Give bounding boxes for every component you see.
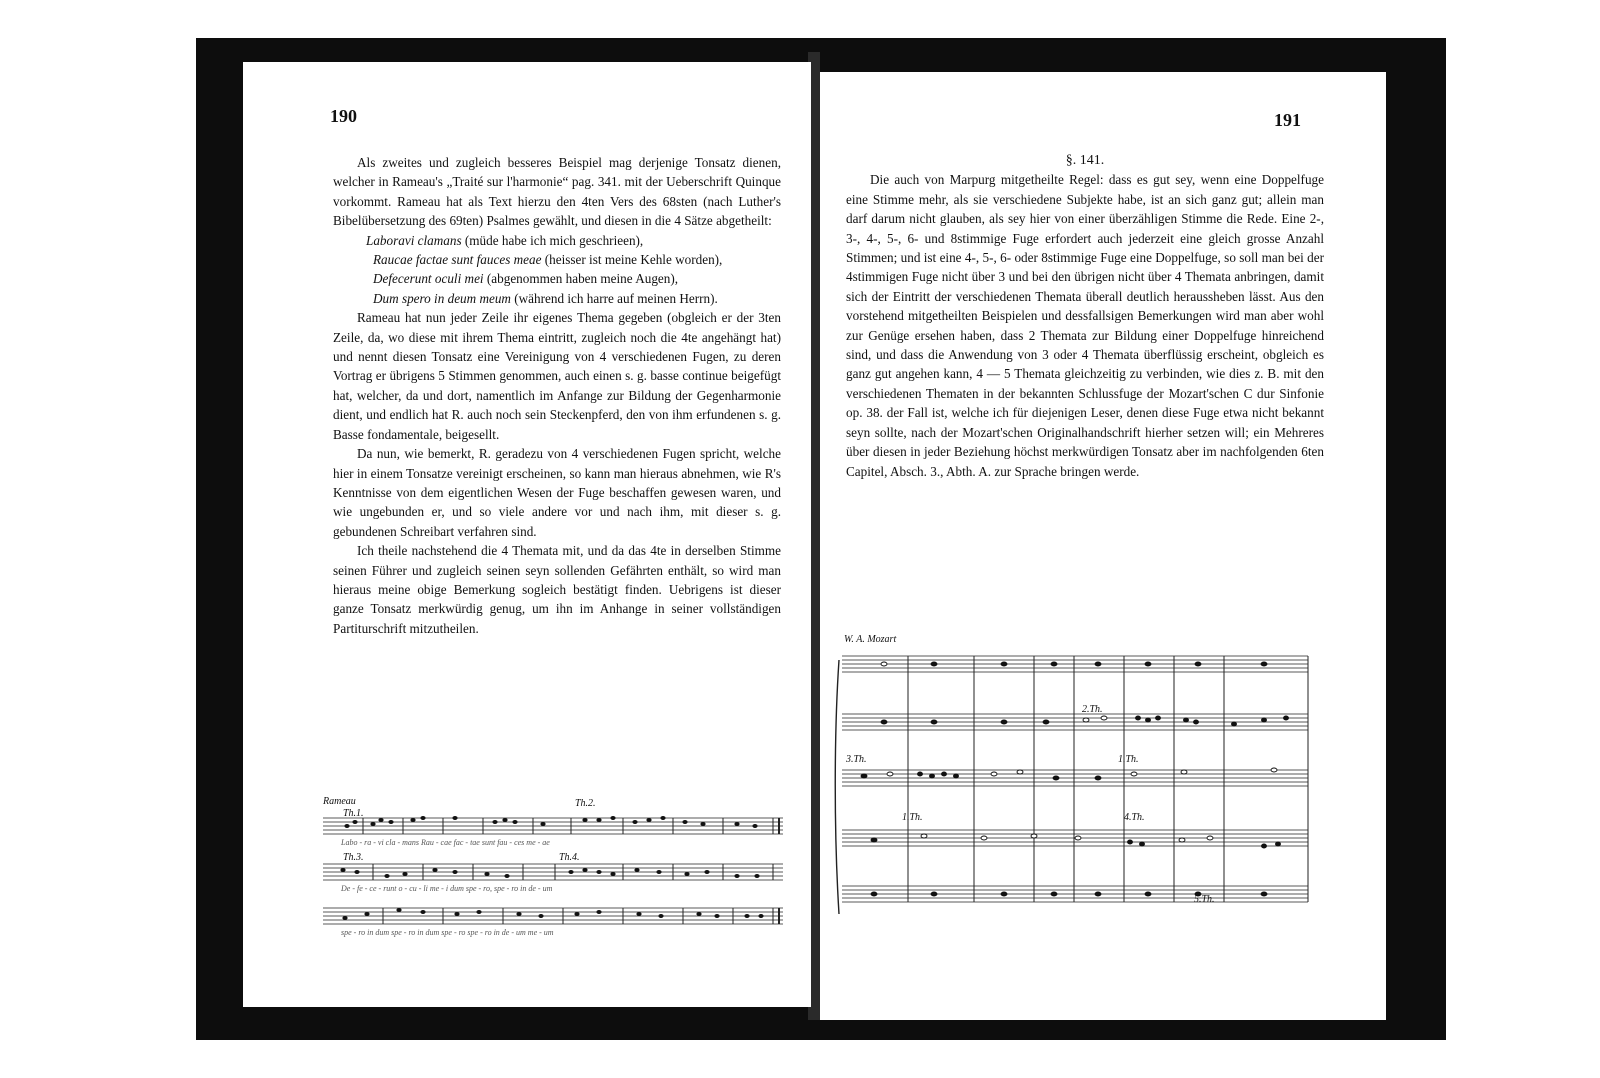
paragraph: Die auch von Marpurg mitgetheilte Regel: dass es gut sey, wenn eine Doppelfuge eine Stimme mehr, als sie verschiedene Subjekte habe, ist an sich ganz gut; allein man darf darum nicht glauben, als sey hier von einer überzähligen Stimme die Rede. Eine 2-, 3-, 4-, 5-, 6- und 8stimmige Fuge erfordert auch jederzeit eine gleich grosse Anzahl Stimmen; und ist eine 4-, 5-, 6- oder 8stimmige Fuge eine Doppelfuge, so soll man bei der 4stimmigen Fuge nicht über 3 und bei den übrigen nicht über 4 Themata anbringen, damit sich der Eintritt der verschiedenen Themata überall deutlich heraussheben lässt. Aus den vorstehend mitgetheilten Beispielen und dessfallsigen Bemerkungen wird man aber wohl zur Genüge ersehen haben, dass 2 Themata zur Bildung einer Doppelfuge hinreichend sind, und dass die Anwendung von 3 oder 4 Themata überflüssig erscheint, obgleich es ganz gut angehen kann, 4 — 5 Themata gleichzeitig zu verbinden, wie dies z. B. mit den verschiedenen Thematen in der bekannten Schlussfuge der Mozart'schen C dur Sinfonie op. 38. der Fall ist, welche ich für diejenigen Leser, denen diese Fuge etwa nicht bekannt seyn sollte, nach der Mozart'schen Originalhandschrift hierher setzen will; ein Mehreres über diesen in jeder Beziehung höchst merkwürdigen Tonsatz aber im nachfolgenden 6ten Capitel, Absch. 3., Abth. A. zur Sprache bringen werde.	[846, 172, 1324, 479]
rameau-music-example	[323, 796, 791, 946]
theme-label-5th: 5.Th.	[1194, 894, 1215, 905]
mozart-staves	[834, 634, 1318, 934]
verse-3	[333, 269, 781, 288]
theme-label-2th: 2.Th.	[1082, 704, 1103, 715]
verse-latin: Defecerunt oculi mei	[373, 271, 484, 287]
verse-4	[333, 289, 781, 308]
verse-latin: Dum spero in deum meum	[373, 290, 511, 306]
theme-label-4th: 4.Th.	[1124, 812, 1145, 823]
paragraph: Als zweites und zugleich besseres Beispiel mag derjenige Tonsatz dienen, welcher in Rameau's „Traité sur l'harmonie“ pag. 341. mit der Ueberschrift Quinque vorkommt. Rameau hat als Text hierzu den 4ten Vers des 68sten (nach Luther's Bibelübersetzung des 69ten) Psalmes gewählt, und diesen in die 4 Sätze abgetheilt:	[333, 155, 781, 229]
verse-1	[333, 231, 781, 250]
section-heading: §. 141.	[1065, 153, 1105, 168]
verse-german: (während ich harre auf meinen Herrn).	[514, 290, 718, 306]
theme-label-1th-b: 1.Th.	[902, 812, 923, 823]
rameau-staves	[323, 796, 791, 946]
lyric-line-1: Labo - ra - vi cla - mans Rau - cae fac - tae sunt fau - ces me - ae	[341, 838, 550, 847]
right-page	[820, 72, 1386, 1020]
paragraph: Ich theile nachstehend die 4 Themata mit, und da das 4te in derselben Stimme seinen Führer und zugleich seinen seyn sollenden Gefährten enthält, so wird man hieraus meine obige Bemerkung sogleich bestätigt finden. Uebrigens ist dieser ganze Tonsatz merkwürdig genug, um ihn im Anhange in seiner vollständigen Partiturschrift mitzutheilen.	[333, 543, 781, 636]
page-number-right: 191	[1274, 110, 1301, 130]
right-page-text	[846, 151, 1324, 481]
lyric-line-2: De - fe - ce - runt o - cu - li me - i dum spe - ro, spe - ro in de - um	[341, 884, 553, 893]
theme-label-3: Th.3.	[343, 852, 364, 863]
lyric-line-3: spe - ro in dum spe - ro in dum spe - ro spe - ro in de - um me - um	[341, 928, 554, 937]
paragraph: Rameau hat nun jeder Zeile ihr eigenes Thema gegeben (obgleich er der 3ten Zeile, da, wo diese mit ihrem Thema eintritt, zugleich noch die 4te angehängt hat) und nennt diesen Tonsatz eine Vereinigung von 4 verschiedenen Fugen, zu deren Vortrag er übrigens 5 Stimmen genommen, auch einen s. g. basse continue beigefügt hat, welcher, da und dort, namentlich im Anfange zur Bildung der Gegenharmonie dient, und endlich hat R. auch noch sein Steckenpferd, den von ihm erfundenen s. g. Basse fondamentale, beigesellt.	[333, 310, 781, 442]
verse-latin: Laboravi clamans	[366, 232, 462, 248]
theme-label-1: Th.1.	[343, 808, 364, 819]
theme-label-4: Th.4.	[559, 852, 580, 863]
paragraph: Da nun, wie bemerkt, R. geradezu von 4 verschiedenen Fugen spricht, welche hier in einem Tonsatze vereinigt erscheinen, so kann man hieraus abnehmen, wie R's Kenntnisse von dem eigentlichen Wesen der Fuge beschaffen gewesen waren, und wie ungebunden er, und so viele andere vor und nach ihm, mit dieser s. g. gebundenen Schreibart verfahren sind.	[333, 446, 781, 539]
theme-label-3th: 3.Th.	[846, 754, 867, 765]
left-page	[243, 62, 811, 1007]
page-number-left: 190	[330, 106, 357, 126]
music-label-mozart: W. A. Mozart	[844, 634, 897, 645]
theme-label-1th-a: 1.Th.	[1118, 754, 1139, 765]
music-label-rameau: Rameau	[323, 796, 356, 807]
verse-german: (abgenommen haben meine Augen),	[486, 271, 679, 287]
left-page-text	[333, 153, 781, 638]
mozart-music-example	[834, 634, 1318, 934]
verse-2	[333, 250, 781, 269]
verse-german: (heisser ist meine Kehle worden),	[544, 252, 723, 268]
verse-latin: Raucae factae sunt fauces meae	[373, 252, 542, 268]
verse-german: (müde habe ich mich geschrieen),	[464, 232, 644, 248]
theme-label-2: Th.2.	[575, 798, 596, 809]
